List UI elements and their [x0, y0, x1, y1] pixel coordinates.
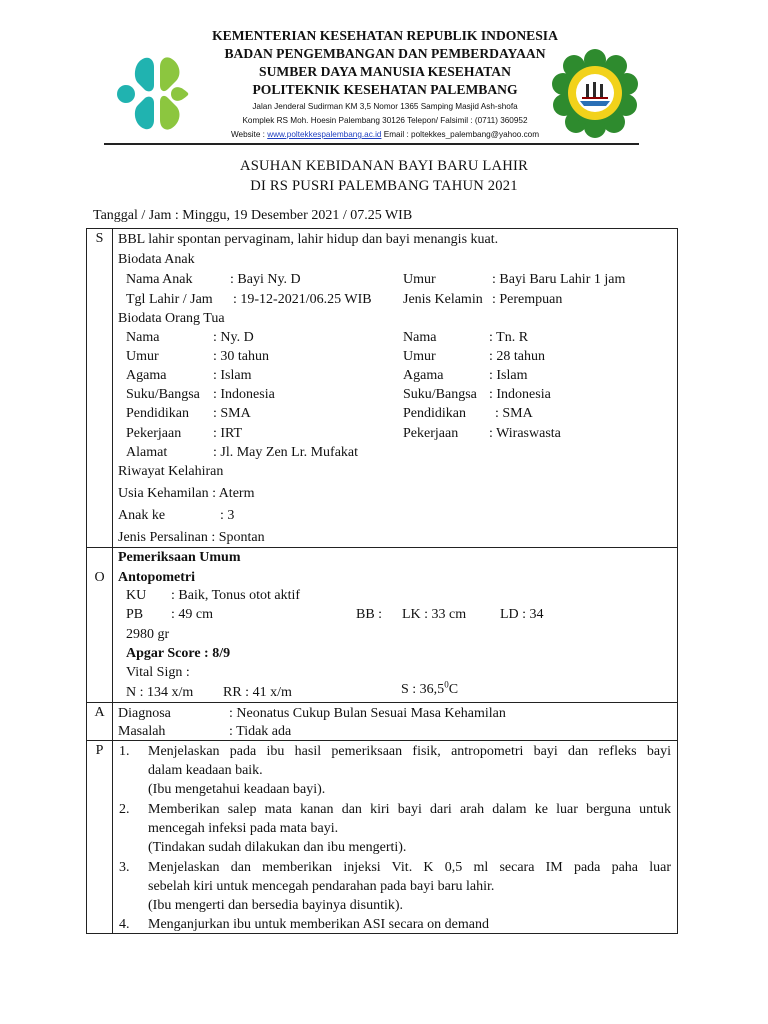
suhu-value: [401, 681, 458, 699]
header-address-2: Komplek RS Moh. Hoesin Palembang 30126 Telepon/ Falsimil : (0711) 360952: [242, 116, 528, 125]
usia-kehamilan: Usia Kehamilan : Aterm: [118, 486, 255, 501]
plan-item-2-line-2: mencegah infeksi pada mata bayi.: [148, 821, 339, 836]
apgar-score: Apgar Score : 8/9: [126, 646, 231, 661]
pb-label: PB: [126, 607, 144, 622]
plan-item-2-line-1: Memberikan salep mata kanan dan kiri bayi dari arah dalam ke luar berguna untuk: [148, 802, 671, 817]
ibu-nama-label: Nama: [126, 330, 160, 345]
section-letter-a: A: [94, 705, 105, 720]
plan-item-2-number: 2.: [119, 802, 130, 817]
ibu-alamat-label: Alamat: [126, 445, 168, 460]
row-divider-s-o: [87, 547, 677, 548]
ayah-agama-label: Agama: [403, 368, 444, 383]
bb-value: 2980 gr: [126, 627, 170, 642]
ayah-pekerjaan-label: Pekerjaan: [403, 426, 459, 441]
section-letter-o: O: [94, 570, 105, 585]
header-agency-cont: SUMBER DAYA MANUSIA KESEHATAN: [259, 64, 511, 79]
ayah-agama-value: : Islam: [489, 368, 528, 383]
ibu-alamat-value: : Jl. May Zen Lr. Mufakat: [213, 445, 359, 460]
column-divider: [112, 229, 113, 933]
pemeriksaan-umum-heading: Pemeriksaan Umum: [118, 550, 241, 565]
ibu-pekerjaan-label: Pekerjaan: [126, 426, 182, 441]
umur-anak-label: Umur: [403, 272, 436, 287]
jenis-kelamin-value: : Perempuan: [492, 292, 563, 307]
biodata-ortu-heading: Biodata Orang Tua: [118, 311, 225, 326]
date-time: Tanggal / Jam : Minggu, 19 Desember 2021 / 07.25 WIB: [93, 208, 413, 223]
ibu-agama-value: : Islam: [213, 368, 252, 383]
plan-item-1-line-3: (Ibu mengetahui keadaan bayi).: [148, 782, 326, 797]
diagnosa-label: Diagnosa: [118, 706, 171, 721]
nama-anak-value: : Bayi Ny. D: [230, 272, 301, 287]
masalah-label: Masalah: [118, 724, 166, 739]
rr-value: RR : 41 x/m: [223, 685, 292, 700]
ibu-pendidikan-value: : SMA: [213, 406, 251, 421]
anak-ke-value: : 3: [220, 508, 235, 523]
ayah-pendidikan-value: : SMA: [495, 406, 533, 421]
antopometri-heading: Antopometri: [118, 570, 195, 585]
suhu-prefix: S : 36,5: [401, 682, 445, 697]
nadi-value: N : 134 x/m: [126, 685, 194, 700]
vital-sign-label: Vital Sign :: [126, 665, 190, 680]
biodata-anak-heading: Biodata Anak: [118, 252, 195, 267]
ld-value: LD : 34: [500, 607, 544, 622]
email-text: Email : poltekkes_palembang@yahoo.com: [381, 130, 540, 139]
plan-item-3-line-1: Menjelaskan dan memberikan injeksi Vit. K 0,5 ml secara IM pada paha luar: [148, 860, 671, 875]
ku-value: : Baik, Tonus otot aktif: [171, 588, 301, 603]
ayah-pekerjaan-value: : Wiraswasta: [489, 426, 561, 441]
ibu-pekerjaan-value: : IRT: [213, 426, 243, 441]
suhu-unit: C: [448, 682, 459, 697]
plan-item-3-line-2: sebelah kiri untuk mencegah pendarahan pada bayi baru lahir.: [148, 879, 495, 894]
header-institution: POLITEKNIK KESEHATAN PALEMBANG: [252, 82, 518, 97]
document-title: ASUHAN KEBIDANAN BAYI BARU LAHIR: [239, 158, 528, 174]
lk-value: LK : 33 cm: [402, 607, 467, 622]
header-address-1: Jalan Jenderal Sudirman KM 3,5 Nomor 1365 Samping Masjid Ash-shofa: [252, 102, 518, 111]
suhu-degree: 0: [444, 679, 449, 690]
website-label: Website :: [230, 130, 268, 139]
ibu-pendidikan-label: Pendidikan: [126, 406, 189, 421]
ayah-pendidikan-label: Pendidikan: [403, 406, 466, 421]
ayah-umur-value: : 28 tahun: [489, 349, 545, 364]
section-letter-p: P: [95, 743, 104, 758]
plan-item-2-line-3: (Tindakan sudah dilakukan dan ibu mengerti).: [148, 840, 407, 855]
plan-item-3-line-3: (Ibu mengerti dan bersedia bayinya disuntik).: [148, 898, 404, 913]
ayah-nama-label: Nama: [403, 330, 437, 345]
row-divider-o-a: [87, 702, 677, 703]
ibu-suku-label: Suku/Bangsa: [126, 387, 200, 402]
anak-ke-label: Anak ke: [118, 508, 166, 523]
tgl-lahir-label: Tgl Lahir / Jam: [126, 292, 213, 307]
jenis-kelamin-label: Jenis Kelamin: [403, 292, 483, 307]
row-divider-a-p: [87, 740, 677, 741]
ayah-umur-label: Umur: [403, 349, 436, 364]
ku-label: KU: [126, 588, 147, 603]
ibu-umur-value: : 30 tahun: [213, 349, 269, 364]
plan-item-4-line-1: Menganjurkan ibu untuk memberikan ASI secara on demand: [148, 917, 489, 932]
soap-table: [86, 228, 678, 934]
riwayat-heading: Riwayat Kelahiran: [118, 464, 224, 479]
header-ministry: KEMENTERIAN KESEHATAN REPUBLIK INDONESIA: [212, 28, 558, 43]
header-agency: BADAN PENGEMBANGAN DAN PEMBERDAYAAN: [224, 46, 546, 61]
masalah-value: : Tidak ada: [229, 724, 292, 739]
plan-item-1-number: 1.: [119, 744, 130, 759]
jenis-persalinan: Jenis Persalinan : Spontan: [118, 530, 265, 545]
plan-item-4-number: 4.: [119, 917, 130, 932]
umur-anak-value: : Bayi Baru Lahir 1 jam: [492, 272, 626, 287]
plan-item-1-line-2: dalam keadaan baik.: [148, 763, 263, 778]
tgl-lahir-value: : 19-12-2021/06.25 WIB: [233, 292, 372, 307]
website-link[interactable]: www.poltekkespalembang.ac.id: [267, 130, 382, 139]
pb-value: : 49 cm: [171, 607, 213, 622]
s-intro: BBL lahir spontan pervaginam, lahir hidup dan bayi menangis kuat.: [118, 232, 499, 247]
ibu-agama-label: Agama: [126, 368, 167, 383]
ibu-umur-label: Umur: [126, 349, 159, 364]
ibu-suku-value: : Indonesia: [213, 387, 275, 402]
ayah-suku-value: : Indonesia: [489, 387, 551, 402]
diagnosa-value: : Neonatus Cukup Bulan Sesuai Masa Kehamilan: [229, 706, 506, 721]
section-letter-s: S: [95, 231, 104, 246]
ibu-nama-value: : Ny. D: [213, 330, 254, 345]
plan-item-3-number: 3.: [119, 860, 130, 875]
header-divider: [104, 143, 639, 145]
ayah-suku-label: Suku/Bangsa: [403, 387, 477, 402]
document-subtitle: DI RS PUSRI PALEMBANG TAHUN 2021: [250, 178, 518, 194]
ayah-nama-value: : Tn. R: [489, 330, 529, 345]
nama-anak-label: Nama Anak: [126, 272, 193, 287]
plan-item-1-line-1: Menjelaskan pada ibu hasil pemeriksaan fisik, antropometri bayi dan refleks bayi: [148, 744, 671, 759]
header-contact: [180, 128, 590, 142]
bb-label: BB :: [356, 607, 383, 622]
